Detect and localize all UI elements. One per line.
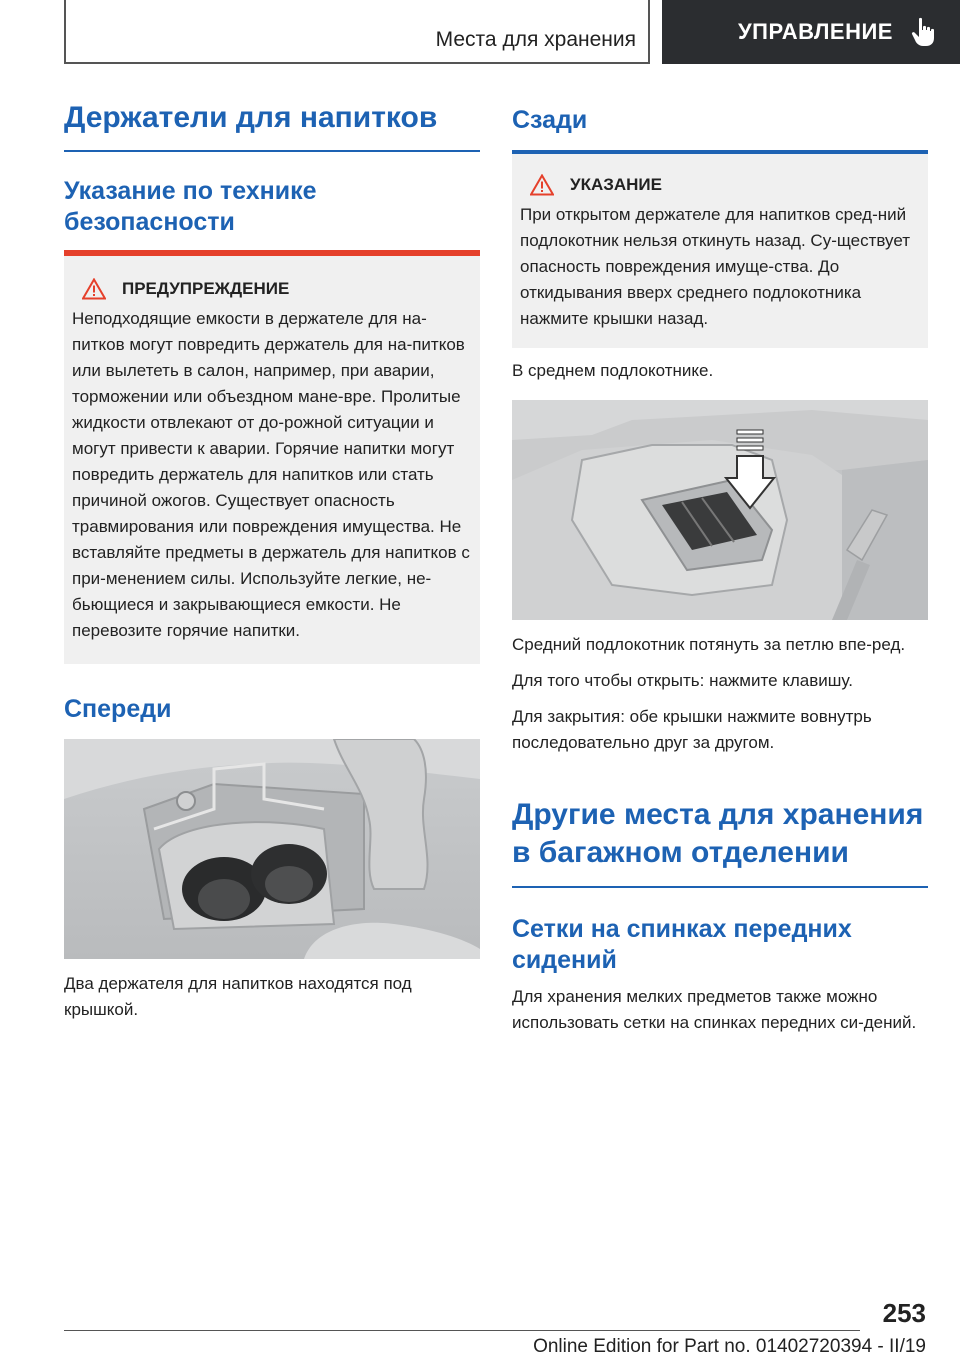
rear-instruction-open: Для того чтобы открыть: нажмите клавишу.: [512, 671, 853, 690]
safety-heading: Указание по технике безопасности: [64, 177, 317, 236]
warning-text: Неподходящие емкости в держателе для на-питков могут повредить держатель для на-питков или вылететь в салон, например, при аварии, торможении или объездном мане-вре. Пролитые жидкости отвлекают от до-рожной ситуации и могут привести к аварии. Горячие напитки могут повредить держатель для напитков или стать причиной ожогов. Существует опасность травмирования или повреждения имущества. Не вставляйте предметы в держатель для напитков с при-менением силы. Используйте легкие, не-бьющиеся и закрывающиеся емкости. Не перевозите горячие напитки.: [72, 309, 470, 640]
warning-title: [72, 278, 472, 300]
hand-pointer-icon: [911, 17, 937, 47]
left-column: [64, 100, 480, 1023]
rear-intro: В среднем подлокотнике.: [512, 361, 714, 380]
header-section-title: Места для хранения: [435, 28, 636, 51]
right-column: [512, 100, 928, 1036]
footer-edition: Online Edition for Part no. 01402720394 - II/19: [533, 1336, 926, 1357]
warning-triangle-icon: [82, 278, 106, 300]
header-chapter-tab: [662, 0, 960, 64]
notice-title: [520, 174, 920, 196]
header-underline: [64, 62, 650, 64]
warning-triangle-icon: [530, 174, 554, 196]
page-title: Держатели для напитков: [64, 101, 438, 134]
warning-label: ПРЕДУПРЕЖДЕНИЕ: [122, 279, 290, 298]
front-caption: Два держателя для напитков находятся под крышкой.: [64, 974, 412, 1019]
warning-box: [64, 256, 480, 664]
trunk-title-rule: [512, 886, 928, 888]
page-number: 253: [882, 1298, 926, 1328]
header-chapter-label: УПРАВЛЕНИЕ: [738, 19, 893, 44]
footer-rule: [64, 1330, 860, 1331]
title-rule: [64, 150, 480, 152]
rear-instruction-close: Для закрытия: обе крышки нажмите вовнутрь последовательно друг за другом.: [512, 707, 872, 752]
front-heading: Спереди: [64, 695, 172, 723]
rear-instruction-pull: Средний подлокотник потянуть за петлю впе-ред.: [512, 635, 906, 654]
rear-heading: Сзади: [512, 106, 588, 134]
header-divider-right: [648, 0, 650, 64]
rear-armrest-image: [512, 400, 928, 620]
trunk-storage-title: Другие места для хранения в багажном отделении: [512, 798, 924, 869]
seat-nets-text: Для хранения мелких предметов также можно использовать сетки на спинках передних си-дений.: [512, 987, 917, 1032]
notice-label: УКАЗАНИЕ: [570, 175, 662, 194]
front-cupholder-image: [64, 739, 480, 959]
seat-nets-heading: Сетки на спинках передних сидений: [512, 915, 852, 974]
notice-box: [512, 154, 928, 348]
notice-text: При открытом держателе для напитков сред-ний подлокотник нельзя откинуть назад. Су-ществует опасность повреждения имуще-ства. До откидывания вверх среднего подлокотника нажмите крышки назад.: [520, 205, 911, 328]
